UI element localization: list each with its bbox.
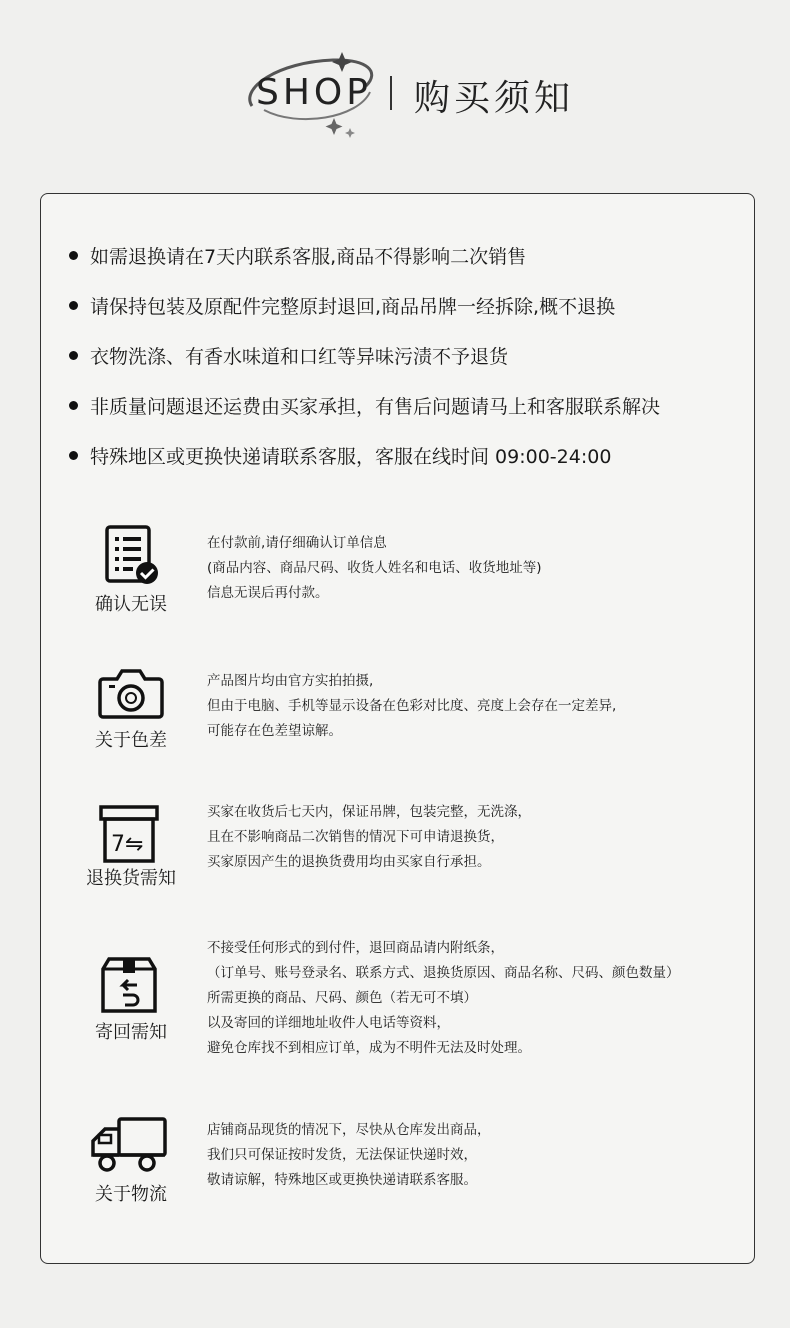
desc-line: 信息无误后再付款。 [207, 585, 329, 601]
section-desc [207, 800, 531, 875]
checklist-icon [93, 520, 169, 596]
desc-line: 避免仓库找不到相应订单，成为不明件无法及时处理。 [207, 1040, 531, 1056]
desc-line: 且在不影响商品二次销售的情况下可申请退换货， [207, 829, 504, 845]
desc-line: 所需更换的商品、尺码、颜色（若无可不填） [207, 990, 477, 1006]
bullet-icon [69, 301, 78, 310]
notice-item [69, 430, 660, 480]
section-label: 确认无误 [95, 594, 167, 615]
shop-logo [238, 48, 388, 138]
section-desc [207, 1118, 491, 1193]
desc-line: 在付款前,请仔细确认订单信息 [207, 535, 387, 551]
desc-line: 买家原因产生的退换货费用均由买家自行承担。 [207, 854, 491, 870]
notice-text: 衣物洗涤、有香水味道和口红等异味污渍不予退货 [90, 345, 509, 368]
delivery-truck-icon [87, 1110, 173, 1186]
section-desc [207, 531, 542, 606]
bullet-icon [69, 401, 78, 410]
desc-line: 店铺商品现货的情况下，尽快从仓库发出商品， [207, 1122, 491, 1138]
desc-line: 敬请谅解，特殊地区或更换快递请联系客服。 [207, 1172, 477, 1188]
section-desc [207, 669, 616, 744]
section-label: 寄回需知 [95, 1022, 167, 1043]
notice-item [69, 280, 660, 330]
desc-line: 但由于电脑、手机等显示设备在色彩对比度、亮度上会存在一定差异, [207, 698, 617, 714]
camera-icon [93, 656, 169, 732]
notice-text: 如需退换请在7天内联系客服,商品不得影响二次销售 [90, 245, 527, 268]
svg-text:7⇋: 7⇋ [111, 832, 144, 857]
shop-text: SHOP [256, 72, 372, 113]
desc-line: (商品内容、商品尺码、收货人姓名和电话、收货地址等) [207, 560, 542, 576]
notice-item [69, 380, 660, 430]
section-label: 退换货需知 [86, 868, 176, 889]
bullet-icon [69, 251, 78, 260]
notice-text: 非质量问题退还运费由买家承担，有售后问题请马上和客服联系解决 [90, 395, 661, 418]
notice-list [69, 230, 660, 480]
notice-item [69, 330, 660, 380]
bullet-icon [69, 351, 78, 360]
desc-line: 可能存在色差望谅解。 [207, 723, 342, 739]
notice-text: 请保持包装及原配件完整原封退回,商品吊牌一经拆除,概不退换 [90, 295, 616, 318]
section-label: 关于物流 [95, 1184, 167, 1205]
desc-line: 我们只可保证按时发货，无法保证快递时效， [207, 1147, 477, 1163]
bullet-icon [69, 451, 78, 460]
desc-line: （订单号、账号登录名、联系方式、退换货原因、商品名称、尺码、颜色数量） [207, 965, 680, 981]
notice-item [69, 230, 660, 280]
page-title: 购买须知 [414, 78, 575, 119]
desc-line: 不接受任何形式的到付件，退回商品请内附纸条， [207, 940, 504, 956]
notice-text: 特殊地区或更换快递请联系客服，客服在线时间 09:00-24:00 [90, 445, 612, 468]
desc-line: 买家在收货后七天内，保证吊牌，包装完整，无洗涤， [207, 804, 531, 820]
desc-line: 产品图片均由官方实拍拍摄, [207, 673, 374, 689]
header [0, 48, 790, 138]
title-divider [390, 76, 392, 110]
notice-panel [40, 193, 755, 1264]
return-box-icon [93, 950, 169, 1026]
section-desc [207, 936, 680, 1061]
section-label: 关于色差 [95, 730, 167, 751]
desc-line: 以及寄回的详细地址收件人电话等资料， [207, 1015, 450, 1031]
